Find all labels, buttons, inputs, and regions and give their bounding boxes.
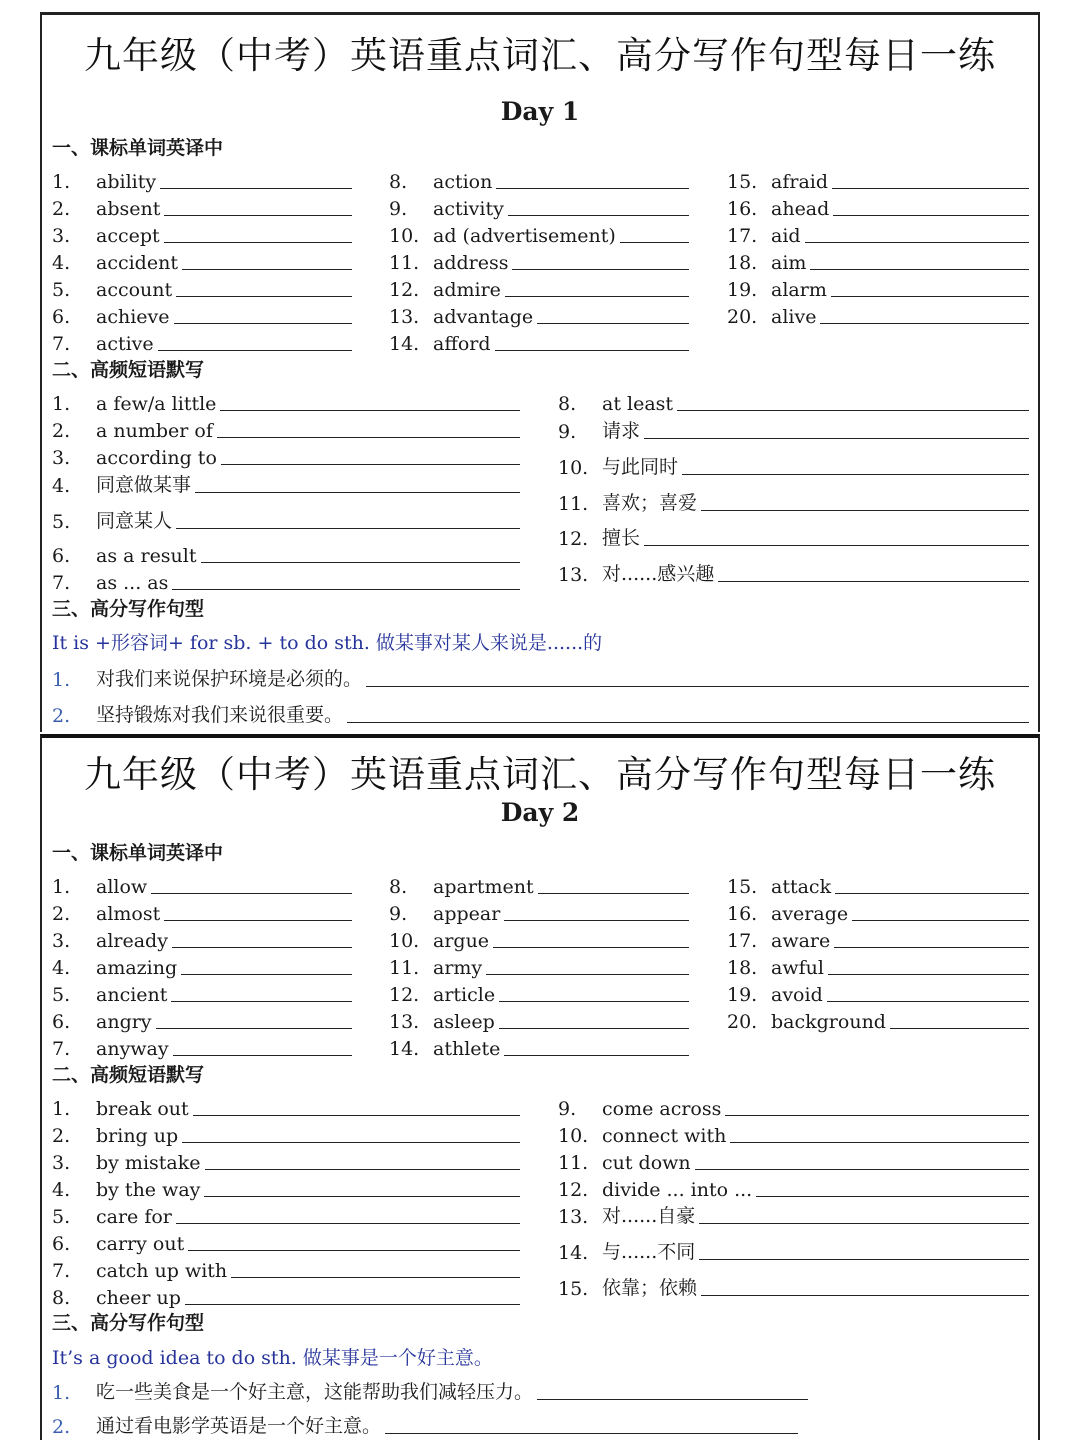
vocab-item: 3. already xyxy=(52,926,352,952)
answer-blank[interactable] xyxy=(835,893,1029,894)
vocab-item: 4. amazing xyxy=(52,953,352,979)
vocab-item: 13. advantage xyxy=(389,302,689,328)
vocab-item: 4. accident xyxy=(52,248,352,274)
answer-blank[interactable] xyxy=(725,1115,1029,1116)
vocab-item: 16. ahead xyxy=(727,194,1029,220)
answer-blank[interactable] xyxy=(172,947,352,948)
vocab-item: 6. angry xyxy=(52,1007,352,1033)
answer-blank[interactable] xyxy=(699,1259,1029,1260)
vocab-item: 12. admire xyxy=(389,275,689,301)
answer-blank[interactable] xyxy=(496,188,689,189)
worksheet-day-1 xyxy=(40,12,1040,732)
answer-blank[interactable] xyxy=(385,1433,798,1434)
vocab-item: 17. aware xyxy=(727,926,1029,952)
phrase-item: 15. 依靠；依赖 xyxy=(558,1274,1029,1300)
vocab-item: 5. ancient xyxy=(52,980,352,1006)
vocab-item: 7. active xyxy=(52,329,352,355)
answer-blank[interactable] xyxy=(205,1169,521,1170)
answer-blank[interactable] xyxy=(810,269,1029,270)
vocab-item: 12. article xyxy=(389,980,689,1006)
phrase-item: 7. catch up with xyxy=(52,1256,520,1282)
phrase-item: 4. 同意做某事 xyxy=(52,471,520,497)
answer-blank[interactable] xyxy=(185,1304,520,1305)
vocab-item: 2. almost xyxy=(52,899,352,925)
answer-blank[interactable] xyxy=(805,242,1029,243)
answer-blank[interactable] xyxy=(164,215,352,216)
phrase-item: 6. as a result xyxy=(52,541,520,567)
answer-blank[interactable] xyxy=(508,215,689,216)
vocab-item: 19. avoid xyxy=(727,980,1029,1006)
vocab-item: 2. absent xyxy=(52,194,352,220)
answer-blank[interactable] xyxy=(182,269,352,270)
answer-blank[interactable] xyxy=(832,188,1029,189)
vocab-item: 1. allow xyxy=(52,872,352,898)
answer-blank[interactable] xyxy=(164,242,352,243)
answer-blank[interactable] xyxy=(890,1028,1029,1029)
answer-blank[interactable] xyxy=(644,438,1029,439)
section-phrases-title: 二、高频短语默写 xyxy=(52,1064,205,1086)
answer-blank[interactable] xyxy=(827,1001,1029,1002)
vocab-item: 14. afford xyxy=(389,329,689,355)
vocab-item: 5. account xyxy=(52,275,352,301)
sentence-item: 1. 对我们来说保护环境是必须的。 xyxy=(52,665,1029,691)
phrase-item: 4. by the way xyxy=(52,1175,520,1201)
phrase-item: 11. 喜欢；喜爱 xyxy=(558,489,1029,515)
vocab-item: 11. army xyxy=(389,953,689,979)
answer-blank[interactable] xyxy=(220,410,520,411)
vocab-item: 13. asleep xyxy=(389,1007,689,1033)
answer-blank[interactable] xyxy=(495,350,689,351)
phrase-item: 13. 对......感兴趣 xyxy=(558,560,1029,586)
answer-blank[interactable] xyxy=(193,1115,520,1116)
section-phrases-title: 二、高频短语默写 xyxy=(52,359,205,381)
vocab-item: 16. average xyxy=(727,899,1029,925)
answer-blank[interactable] xyxy=(834,947,1029,948)
vocab-item: 18. aim xyxy=(727,248,1029,274)
vocab-item: 10. ad (advertisement) xyxy=(389,221,689,247)
answer-blank[interactable] xyxy=(833,215,1029,216)
answer-blank[interactable] xyxy=(820,323,1029,324)
vocab-item: 7. anyway xyxy=(52,1034,352,1060)
answer-blank[interactable] xyxy=(176,528,520,529)
phrase-item: 11. cut down xyxy=(558,1148,1029,1174)
phrase-item: 14. 与......不同 xyxy=(558,1238,1029,1264)
sentence-item: 1. 吃一些美食是一个好主意，这能帮助我们减轻压力。 xyxy=(52,1378,808,1404)
answer-blank[interactable] xyxy=(512,269,689,270)
answer-blank[interactable] xyxy=(164,920,352,921)
vocab-item: 20. alive xyxy=(727,302,1029,328)
phrase-item: 9. 请求 xyxy=(558,417,1029,443)
answer-blank[interactable] xyxy=(504,920,689,921)
answer-blank[interactable] xyxy=(217,437,520,438)
answer-blank[interactable] xyxy=(504,1055,689,1056)
answer-blank[interactable] xyxy=(537,1399,808,1400)
answer-blank[interactable] xyxy=(620,242,689,243)
sentence-pattern: It is +形容词+ for sb. + to do sth. 做某事对某人来说是......的 xyxy=(52,632,603,654)
answer-blank[interactable] xyxy=(695,1169,1029,1170)
phrase-item: 5. care for xyxy=(52,1202,520,1228)
answer-blank[interactable] xyxy=(730,1142,1029,1143)
phrase-item: 2. a number of xyxy=(52,416,520,442)
phrase-item: 2. bring up xyxy=(52,1121,520,1147)
answer-blank[interactable] xyxy=(173,1055,352,1056)
answer-blank[interactable] xyxy=(644,545,1029,546)
answer-blank[interactable] xyxy=(852,920,1029,921)
answer-blank[interactable] xyxy=(204,1196,520,1197)
vocab-item: 11. address xyxy=(389,248,689,274)
answer-blank[interactable] xyxy=(195,492,520,493)
answer-blank[interactable] xyxy=(831,296,1029,297)
answer-blank[interactable] xyxy=(176,1223,520,1224)
sentence-pattern: It’s a good idea to do sth. 做某事是一个好主意。 xyxy=(52,1347,493,1369)
sentence-item: 2. 通过看电影学英语是一个好主意。 xyxy=(52,1412,798,1438)
section-sentences-title: 三、高分写作句型 xyxy=(52,1312,205,1334)
section-vocabulary-title: 一、课标单词英译中 xyxy=(52,137,224,159)
answer-blank[interactable] xyxy=(493,947,689,948)
phrase-item: 5. 同意某人 xyxy=(52,507,520,533)
answer-blank[interactable] xyxy=(366,686,1029,687)
vocab-item: 18. awful xyxy=(727,953,1029,979)
phrase-item: 10. connect with xyxy=(558,1121,1029,1147)
answer-blank[interactable] xyxy=(677,410,1029,411)
answer-blank[interactable] xyxy=(171,1001,352,1002)
answer-blank[interactable] xyxy=(151,893,352,894)
phrase-item: 3. by mistake xyxy=(52,1148,520,1174)
vocab-item: 19. alarm xyxy=(727,275,1029,301)
answer-blank[interactable] xyxy=(699,1223,1029,1224)
answer-blank[interactable] xyxy=(701,1295,1029,1296)
phrase-item: 13. 对......自豪 xyxy=(558,1202,1029,1228)
answer-blank[interactable] xyxy=(718,581,1029,582)
vocab-item: 3. accept xyxy=(52,221,352,247)
phrase-item: 8. cheer up xyxy=(52,1283,520,1309)
phrase-item: 1. a few/a little xyxy=(52,389,520,415)
phrase-item: 1. break out xyxy=(52,1094,520,1120)
answer-blank[interactable] xyxy=(201,562,520,563)
vocab-item: 10. argue xyxy=(389,926,689,952)
vocab-item: 14. athlete xyxy=(389,1034,689,1060)
answer-blank[interactable] xyxy=(156,1028,352,1029)
answer-blank[interactable] xyxy=(160,188,352,189)
worksheet-title: 九年级（中考）英语重点词汇、高分写作句型每日一练 xyxy=(84,753,996,796)
sentence-item: 2. 坚持锻炼对我们来说很重要。 xyxy=(52,701,1029,727)
answer-blank[interactable] xyxy=(499,1001,689,1002)
worksheet-day-2 xyxy=(40,734,1040,1440)
answer-blank[interactable] xyxy=(174,323,352,324)
answer-blank[interactable] xyxy=(181,974,352,975)
answer-blank[interactable] xyxy=(537,323,689,324)
vocab-item: 8. action xyxy=(389,167,689,193)
answer-blank[interactable] xyxy=(231,1277,520,1278)
vocab-item: 20. background xyxy=(727,1007,1029,1033)
answer-blank[interactable] xyxy=(221,464,520,465)
section-sentences-title: 三、高分写作句型 xyxy=(52,598,205,620)
answer-blank[interactable] xyxy=(188,1250,520,1251)
day-heading: Day 2 xyxy=(500,798,580,827)
answer-blank[interactable] xyxy=(347,722,1029,723)
answer-blank[interactable] xyxy=(538,893,689,894)
vocab-item: 15. attack xyxy=(727,872,1029,898)
vocab-item: 8. apartment xyxy=(389,872,689,898)
vocab-item: 17. aid xyxy=(727,221,1029,247)
vocab-item: 15. afraid xyxy=(727,167,1029,193)
phrase-item: 9. come across xyxy=(558,1094,1029,1120)
answer-blank[interactable] xyxy=(505,296,689,297)
vocab-item: 6. achieve xyxy=(52,302,352,328)
phrase-item: 10. 与此同时 xyxy=(558,453,1029,479)
vocab-item: 1. ability xyxy=(52,167,352,193)
section-vocabulary-title: 一、课标单词英译中 xyxy=(52,842,224,864)
answer-blank[interactable] xyxy=(682,474,1029,475)
phrase-item: 8. at least xyxy=(558,389,1029,415)
answer-blank[interactable] xyxy=(756,1196,1029,1197)
day-heading: Day 1 xyxy=(500,97,580,126)
answer-blank[interactable] xyxy=(172,589,520,590)
answer-blank[interactable] xyxy=(182,1142,520,1143)
answer-blank[interactable] xyxy=(158,350,352,351)
phrase-item: 12. divide ... into ... xyxy=(558,1175,1029,1201)
phrase-item: 3. according to xyxy=(52,443,520,469)
phrase-item: 6. carry out xyxy=(52,1229,520,1255)
worksheet-title: 九年级（中考）英语重点词汇、高分写作句型每日一练 xyxy=(84,34,996,77)
answer-blank[interactable] xyxy=(486,974,689,975)
answer-blank[interactable] xyxy=(828,974,1029,975)
answer-blank[interactable] xyxy=(176,296,352,297)
phrase-item: 12. 擅长 xyxy=(558,524,1029,550)
phrase-item: 7. as ... as xyxy=(52,568,520,594)
answer-blank[interactable] xyxy=(499,1028,689,1029)
vocab-item: 9. activity xyxy=(389,194,689,220)
vocab-item: 9. appear xyxy=(389,899,689,925)
answer-blank[interactable] xyxy=(701,510,1029,511)
